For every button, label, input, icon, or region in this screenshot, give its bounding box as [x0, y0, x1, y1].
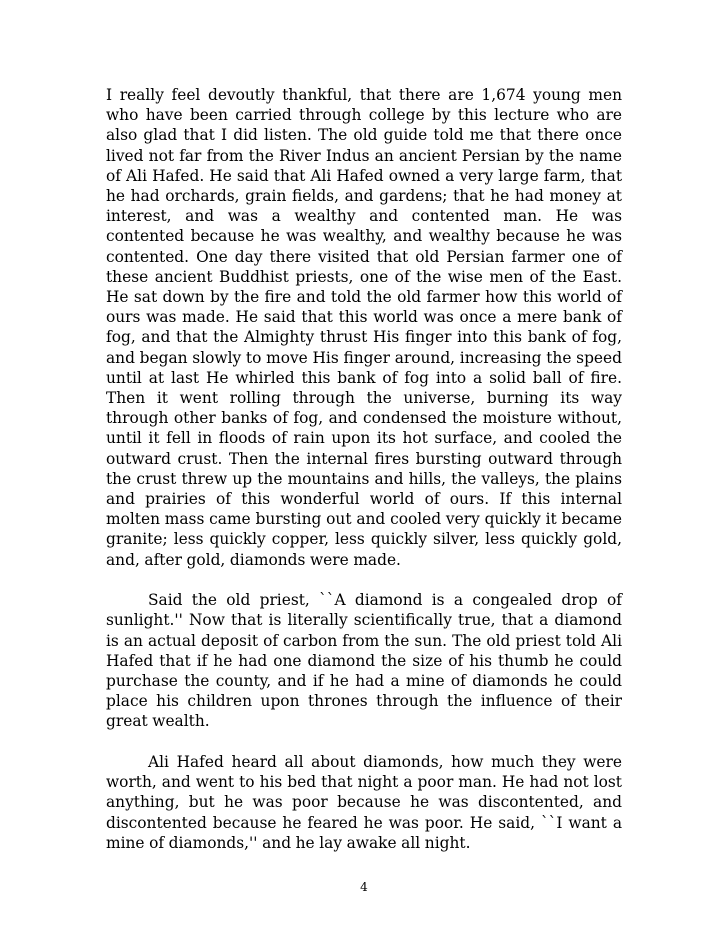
document-body	[106, 85, 622, 853]
page-number: 4	[360, 880, 368, 894]
paragraph-2: Said the old priest, ``A diamond is a congealed drop of sunlight.'' Now that is literally scientifically true, that a diamond is an actual deposit of carbon from the sun. The old priest told Ali Hafed that if he had one diamond the size of his thumb he could purchase the county, and if he had a mine of diamonds he could place his children upon thrones through the influence of their great wealth.	[106, 591, 622, 731]
paragraph-3: Ali Hafed heard all about diamonds, how much they were worth, and went to his bed that night a poor man. He had not lost anything, but he was poor because he was discontented, and discontented because he feared he was poor. He said, ``I want a mine of diamonds,'' and he lay awake all night.	[106, 753, 622, 852]
paragraph-1: I really feel devoutly thankful, that there are 1,674 young men who have been carried through college by this lecture who are also glad that I did listen. The old guide told me that there once lived not far from the River Indus an ancient Persian by the name of Ali Hafed. He said that Ali Hafed owned a very large farm, that he had orchards, grain fields, and gardens; that he had money at interest, and was a wealthy and contented man. He was contented because he was wealthy, and wealthy because he was contented. One day there visited that old Persian farmer one of these ancient Buddhist priests, one of the wise men of the East. He sat down by the fire and told the old farmer how this world of ours was made. He said that this world was once a mere bank of fog, and that the Almighty thrust His finger into this bank of fog, and began slowly to move His finger around, increasing the speed until at last He whirled this bank of fog into a solid ball of fire. Then it went rolling through the universe, burning its way through other banks of fog, and condensed the moisture without, until it fell in floods of rain upon its hot surface, and cooled the outward crust. Then the internal fires bursting outward through the crust threw up the mountains and hills, the valleys, the plains and prairies of this wonderful world of ours. If this internal molten mass came bursting out and cooled very quickly it became granite; less quickly copper, less quickly silver, less quickly gold, and, after gold, diamonds were made.	[106, 86, 622, 569]
